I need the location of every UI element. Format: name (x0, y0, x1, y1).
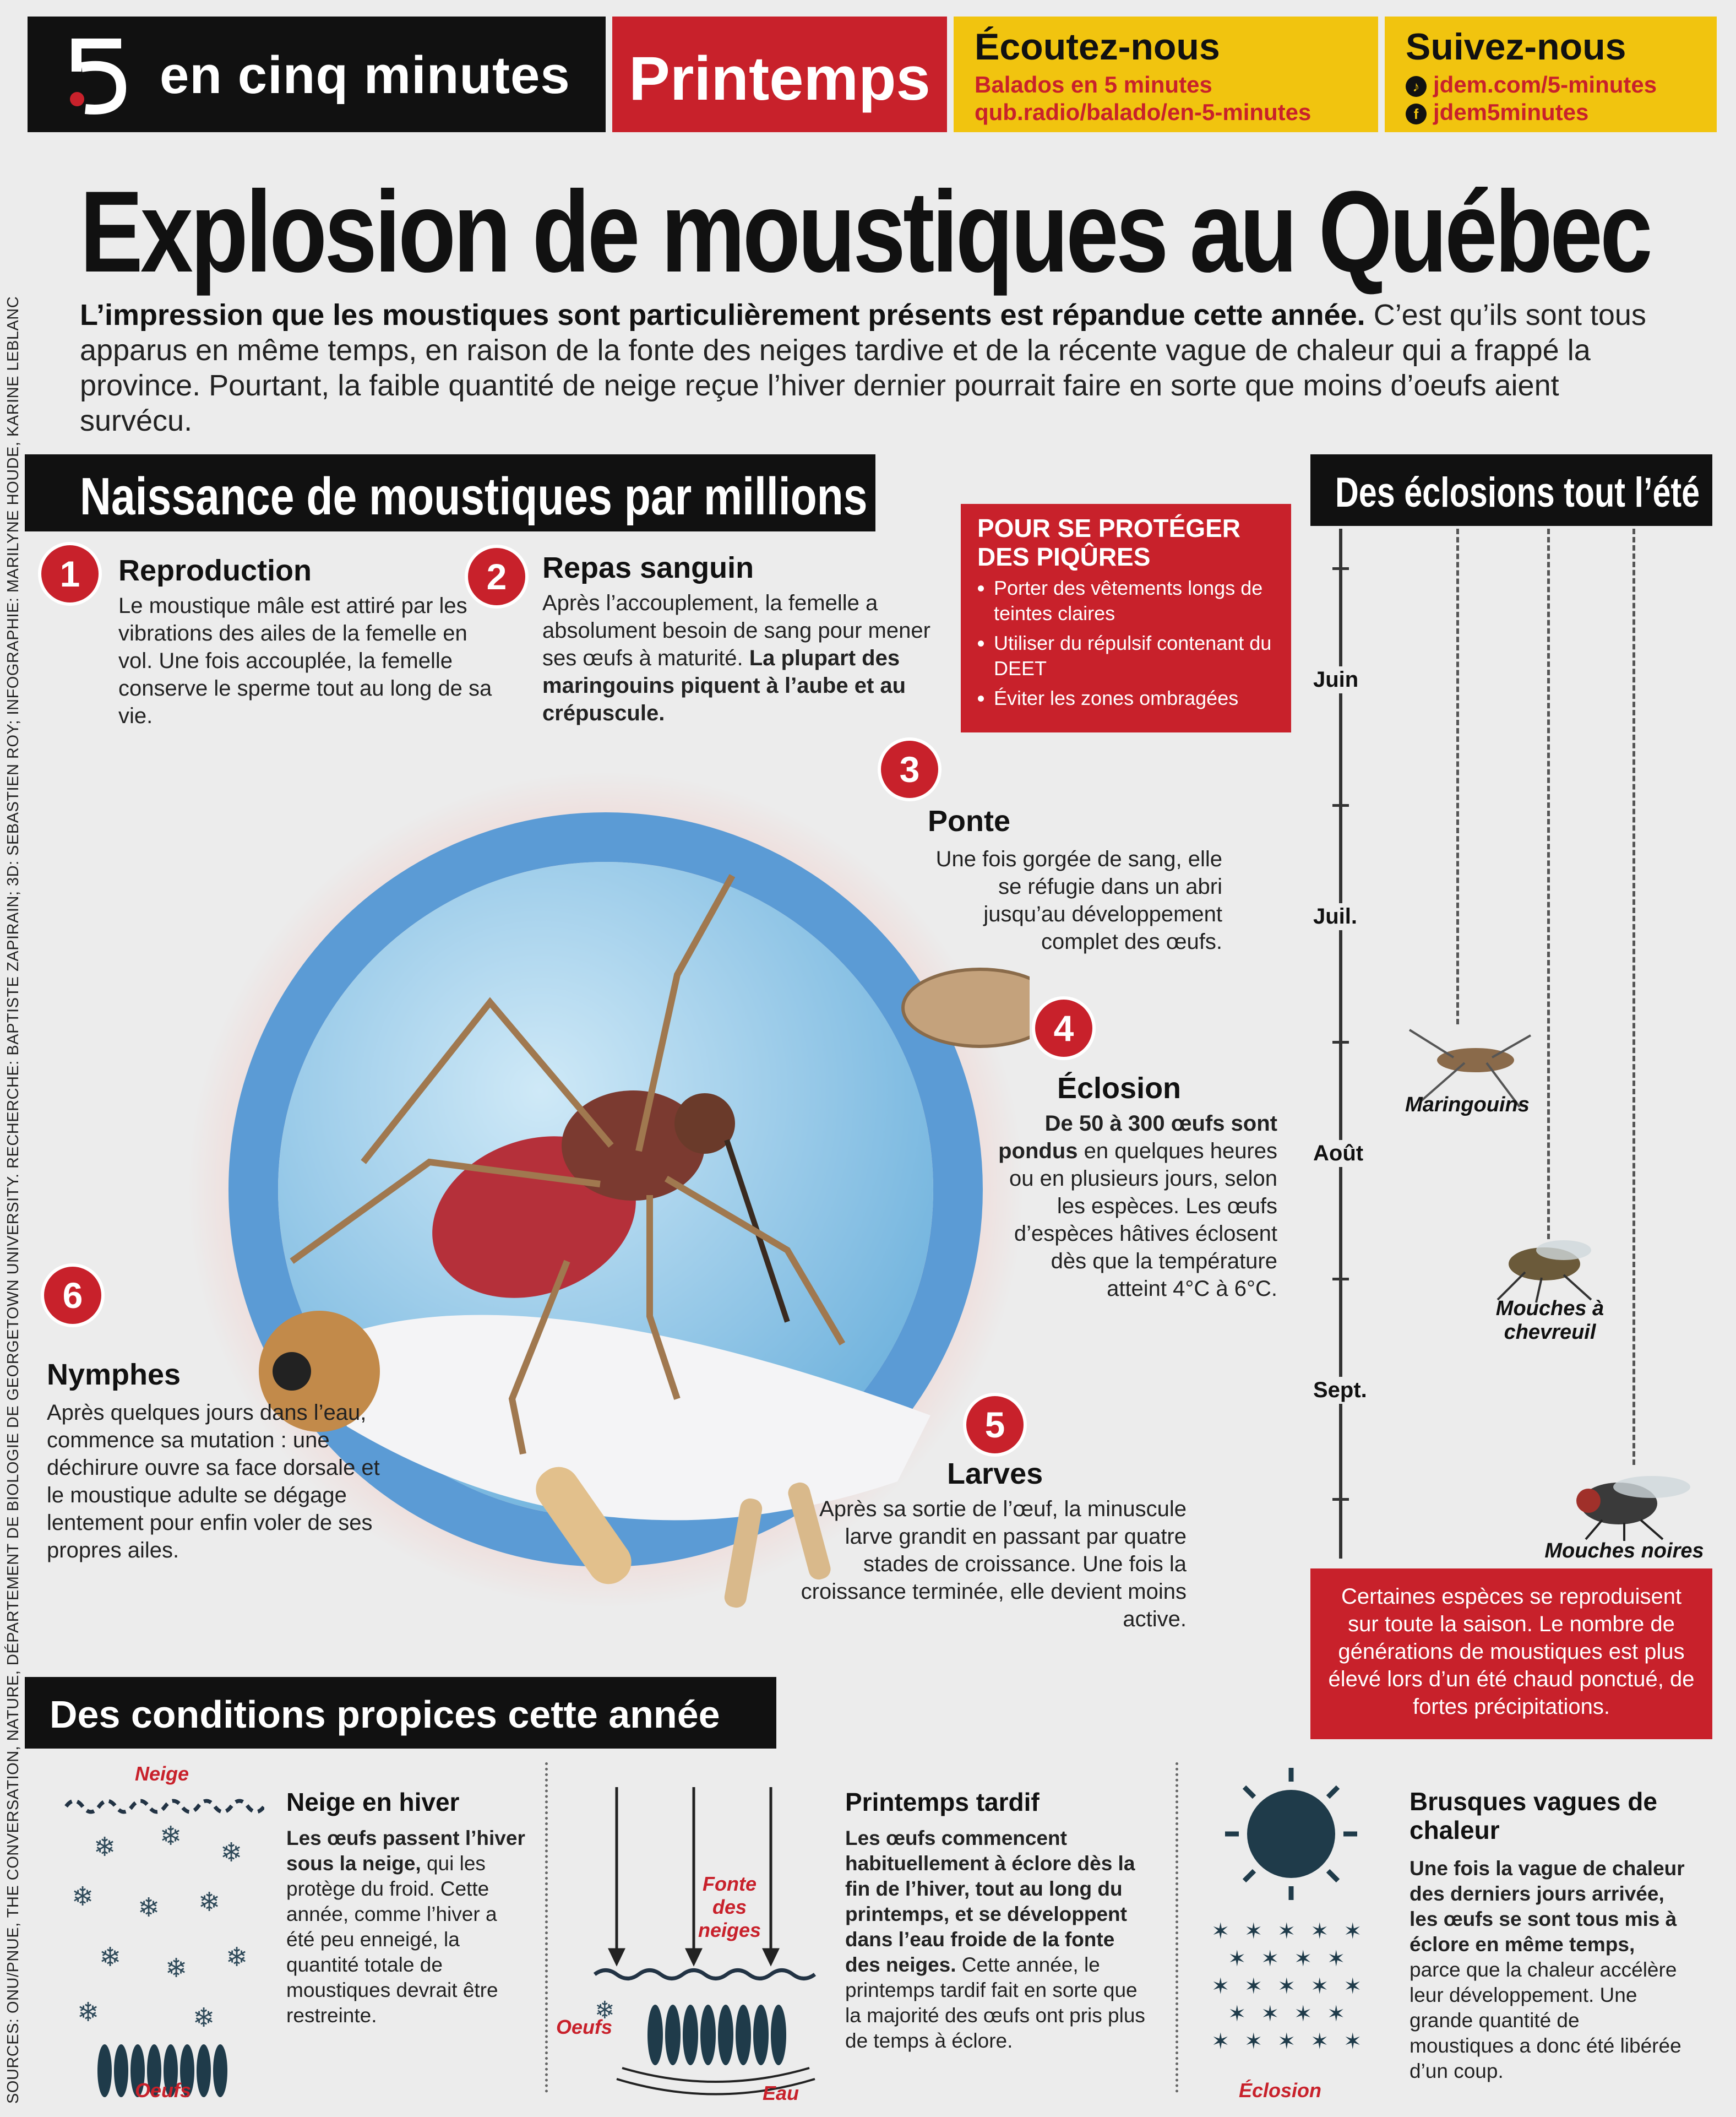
svg-text:✶: ✶ (1211, 2029, 1230, 2054)
svg-text:✶: ✶ (1244, 2029, 1263, 2054)
podcast-label: Balados en 5 minutes (975, 72, 1212, 97)
eggs-label-2: Oeufs (556, 2016, 613, 2038)
step-3-badge: 3 (881, 741, 938, 798)
egg-raft (903, 969, 1030, 1046)
snow-label: Neige (135, 1762, 189, 1785)
svg-text:✶: ✶ (1343, 1919, 1362, 1944)
eggs-label-1: Oeufs (135, 2079, 192, 2102)
late-spring-title: Printemps tardif (845, 1788, 1040, 1816)
month-august: Août (1313, 1140, 1363, 1167)
heatwave-text: Une fois la vague de chaleur des derniers jours arrivée, les œufs se sont tous mis à éclore en même temps, parce que la chaleur accélère leur développement. Une grande quantité de moustiques a donc été libérée d’un coup. (1410, 1857, 1685, 2082)
svg-text:❄: ❄ (94, 1832, 116, 1863)
svg-text:✶: ✶ (1310, 1974, 1329, 1999)
svg-text:❄: ❄ (77, 1997, 100, 2028)
step-1-text: Le moustique mâle est attiré par les vibrations des ailes de la femelle en vol. Une fois accouplée, la femelle conserve le sperme tout au long de sa vie. (118, 594, 492, 728)
deer-fly-icon (1481, 1223, 1608, 1305)
step-6-badge: 6 (44, 1267, 101, 1324)
svg-text:❄: ❄ (193, 2002, 215, 2033)
deerfly-season-line (1547, 529, 1550, 1239)
listen-banner (954, 17, 1378, 132)
heatwave-diagram (1200, 1762, 1382, 2093)
black-fly-icon (1547, 1459, 1701, 1542)
svg-text:✶: ✶ (1327, 2001, 1346, 2027)
svg-text:✶: ✶ (1277, 1974, 1296, 1999)
sun-icon (1225, 1768, 1357, 1900)
svg-text:✶: ✶ (1261, 1946, 1280, 1972)
svg-text:✶: ✶ (1228, 1946, 1247, 1972)
snowmelt-label: Fonte des neiges (698, 1872, 761, 1941)
svg-text:✶: ✶ (1277, 1919, 1296, 1944)
svg-text:✶: ✶ (1327, 1946, 1346, 1972)
brand-banner (28, 17, 606, 132)
birth-section-header: Naissance de moustiques par millions (25, 454, 875, 531)
month-september: Sept. (1313, 1377, 1367, 1404)
mosquito-label: Maringouins (1405, 1093, 1530, 1116)
intro-lead: L’impression que les moustiques sont particulièrement présents est répandue cette année. (80, 298, 1365, 332)
season-label: Printemps (629, 44, 930, 113)
season-note-box: Certaines espèces se reproduisent sur toute la saison. Le nombre de générations de moustiques est plus élevé lors d’un été chaud ponctué, de fortes précipitations. (1310, 1568, 1712, 1739)
svg-text:❄: ❄ (99, 1942, 122, 1973)
facebook-icon: f (1406, 104, 1427, 124)
step-6-title: Nymphes (47, 1358, 181, 1391)
follow-banner (1385, 17, 1717, 132)
mosquito-season-line (1456, 529, 1459, 1024)
snow-winter-text: Les œufs passent l’hiver sous la neige, qui les protège du froid. Cette année, comme l’hiver a été peu enneigé, la quantité totale de moustiques devrait être restreinte. (286, 1827, 525, 2027)
blackfly-season-line (1632, 529, 1635, 1465)
heatwave-title: Brusques vagues de chaleur (1410, 1787, 1657, 1844)
svg-text:✶: ✶ (1261, 2001, 1280, 2027)
credits: SOURCES: ONU/PNUE, THE CONVERSATION, NATURE, DÉPARTEMENT DE BIOLOGIE DE GEORGETOWN UNIVERSITY. RECHERCHE: BAPTISTE ZAPIRAIN; 3D: SEBASTIEN ROY; INFOGRAPHIE: MARILYNE HOUDE, KARINE LEBLANC (4, 296, 22, 2104)
facebook-link[interactable]: jdem5minutes (1433, 99, 1589, 125)
season-section-header: Des éclosions tout l’été (1310, 454, 1712, 526)
conditions-section-header: Des conditions propices cette année (25, 1677, 776, 1749)
step-4-title: Éclosion (1057, 1072, 1182, 1105)
svg-text:❄: ❄ (160, 1821, 182, 1852)
late-spring-text: Les œufs commencent habituellement à éclore dès la fin de l’hiver, tout au long du printemps, et se développent dans l’eau froide de la fonte des neiges. Cette année, le printemps tardif fait en sorte que la majorité des œufs ont pris plus de temps à éclore. (845, 1827, 1145, 2052)
podcast-link[interactable]: qub.radio/balado/en-5-minutes (975, 99, 1311, 125)
svg-text:✶: ✶ (1294, 2001, 1313, 2027)
page-title: Explosion de moustiques au Québec (80, 167, 1650, 296)
svg-text:❄: ❄ (226, 1942, 248, 1973)
svg-text:✶: ✶ (1244, 1974, 1263, 1999)
svg-text:❄: ❄ (220, 1837, 243, 1868)
svg-text:✶: ✶ (1277, 2029, 1296, 2054)
svg-text:✶: ✶ (1244, 1919, 1263, 1944)
listen-title: Écoutez-nous (975, 26, 1220, 68)
svg-text:❄: ❄ (198, 1887, 221, 1918)
black-fly-label: Mouches noires (1544, 1539, 1704, 1562)
step-6-text: Après quelques jours dans l’eau, commence sa mutation : une déchirure ouvre sa face dorsale et le moustique adulte se dégage lentement pour enfin voler de ses propres ailes. (47, 1401, 380, 1562)
step-2-title: Repas sanguin (542, 551, 754, 584)
month-july: Juil. (1313, 903, 1357, 930)
snow-winter-title: Neige en hiver (286, 1788, 460, 1816)
step-4-text: De 50 à 300 œufs sont pondus en quelques heures ou en plusieurs jours, selon les espèces. Les œufs d’espèces hâtives éclosent dès que la température atteint 4°C à 6°C. (998, 1111, 1277, 1301)
svg-text:✶: ✶ (1310, 1919, 1329, 1944)
water-label: Eau (763, 2082, 799, 2104)
svg-text:❄: ❄ (138, 1892, 160, 1923)
step-3-title: Ponte (928, 805, 1011, 838)
svg-text:✶: ✶ (1228, 2001, 1247, 2027)
step-4-badge: 4 (1035, 1000, 1092, 1057)
protection-item: • Utiliser du répulsif contenant du DEET (994, 631, 1291, 681)
step-2-text: Après l’accouplement, la femelle a absolument besoin de sang pour mener ses œufs à maturité. La plupart des maringouins piquent à l’aube et au crépuscule. (542, 591, 930, 725)
svg-text:✶: ✶ (1211, 1919, 1230, 1944)
svg-text:✶: ✶ (1343, 1974, 1362, 1999)
svg-text:✶: ✶ (1343, 2029, 1362, 2054)
protection-item: • Éviter les zones ombragées (994, 686, 1291, 711)
brand-logo-icon (61, 33, 143, 116)
brand-name: en cinq minutes (160, 46, 570, 105)
season-banner (612, 17, 947, 132)
svg-text:❄: ❄ (165, 1953, 188, 1984)
website-link[interactable]: jdem.com/5-minutes (1433, 72, 1657, 97)
step-1-badge: 1 (41, 545, 99, 602)
protection-tips-box (961, 504, 1291, 732)
month-june: Juin (1313, 666, 1358, 693)
snow-eggs-diagram (61, 1784, 264, 2109)
step-2-badge: 2 (468, 548, 525, 605)
snowmelt-diagram (584, 1787, 820, 2107)
intro-rest: C’est qu’ils sont tous apparus en même temps, en raison de la fonte des neiges tardive et de la récente vague de chaleur qui a frappé la province. Pourtant, la faible quantité de neige reçue l’hiver dernier pourrait faire en sorte que moins d’oeufs aient survécu. (80, 298, 1646, 437)
svg-text:✶: ✶ (1310, 2029, 1329, 2054)
svg-text:❄: ❄ (595, 1996, 615, 2024)
tiktok-icon: ♪ (1406, 76, 1427, 97)
step-3-text: Une fois gorgée de sang, elle se réfugie dans un abri jusqu’au développement complet des œufs. (935, 847, 1222, 954)
step-5-badge: 5 (966, 1396, 1024, 1453)
hatching-label: Éclosion (1239, 2079, 1322, 2102)
svg-text:✶: ✶ (1294, 1946, 1313, 1972)
svg-text:✶: ✶ (1211, 1974, 1230, 1999)
step-5-text: Après sa sortie de l’œuf, la minuscule larve grandit en passant par quatre stades de croissance. Une fois la croissance terminée, elle devient moins active. (801, 1497, 1187, 1631)
step-5-title: Larves (947, 1457, 1043, 1490)
step-1-title: Reproduction (118, 554, 312, 587)
deer-fly-label: Mouches à chevreuil (1495, 1297, 1604, 1344)
protection-title: POUR SE PROTÉGER DES PIQÛRES (977, 514, 1240, 571)
protection-list (977, 576, 1291, 715)
intro-paragraph (80, 297, 1677, 438)
protection-item: • Porter des vêtements longs de teintes claires (994, 576, 1291, 626)
svg-text:❄: ❄ (72, 1881, 94, 1912)
follow-title: Suivez-nous (1406, 26, 1626, 68)
